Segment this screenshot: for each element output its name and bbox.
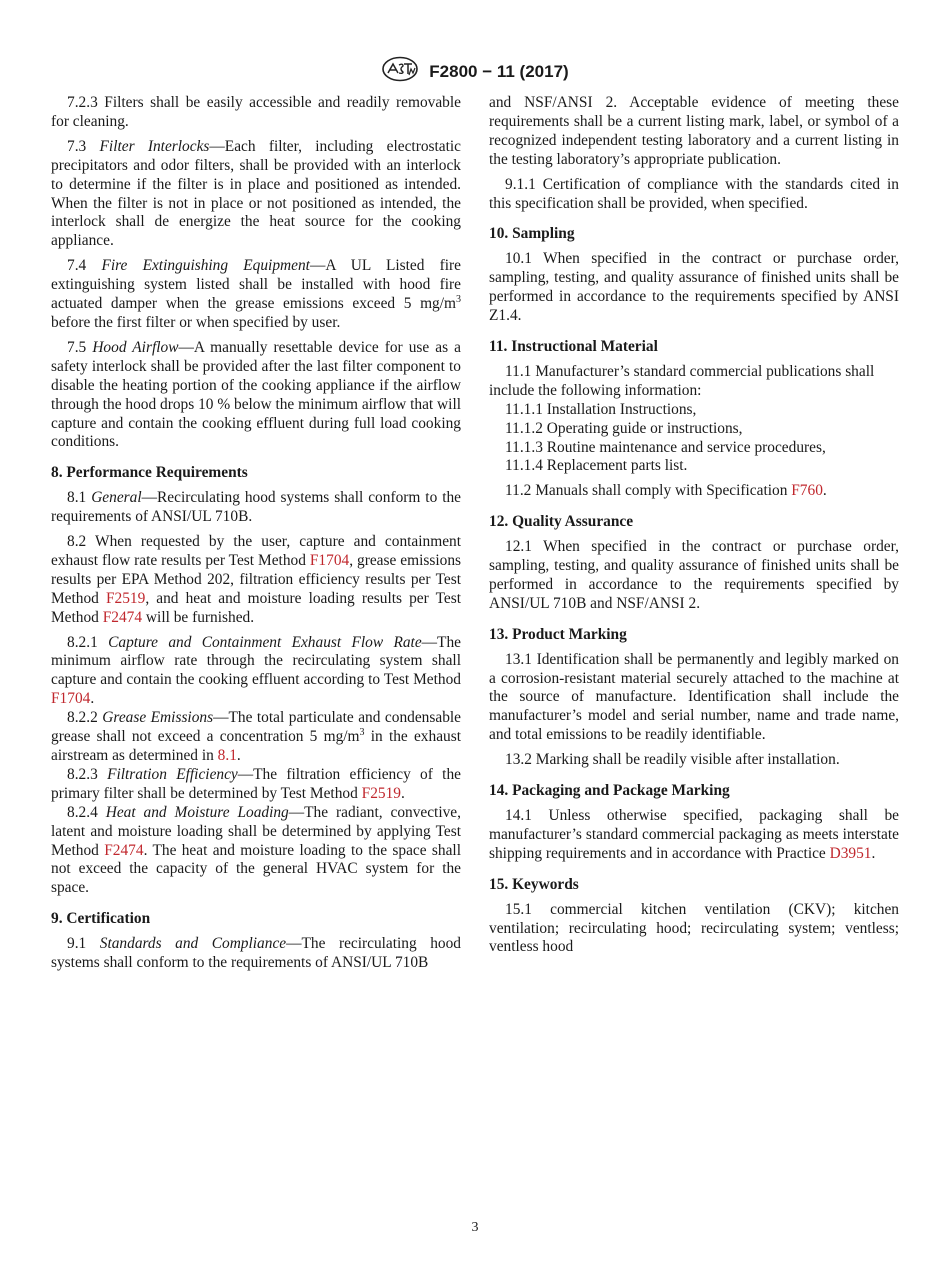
section-14-1: 14.1 Unless otherwise specified, packaging shall be manufacturer’s standard commercial packaging as meets interstate shipping requirements and in accordance with Practice D3951. bbox=[489, 807, 899, 862]
section-8-2-2: 8.2.2 Grease Emissions—The total particulate and condensable grease shall not exceed a concentration 5 $mg/m^3$ in the exhaust airstream as determined in 8.1. bbox=[51, 709, 461, 764]
ref-f2519-link[interactable]: F2519 bbox=[361, 784, 401, 802]
left-column bbox=[51, 94, 461, 979]
page-number: 3 bbox=[471, 1220, 479, 1235]
heading-10: 10. Sampling bbox=[489, 225, 575, 243]
heading-11: 11. Instructional Material bbox=[489, 337, 658, 355]
heading-13: 13. Product Marking bbox=[489, 625, 627, 643]
section-8-2: 8.2 When requested by the user, capture and containment exhaust flow rate results per Test Method F1704, grease emissions results per EPA Method 202, filtration efficiency results per Test Method F2519, and heat and moisture loading results per Test Method F2474 will be furnished. bbox=[51, 533, 462, 626]
ref-f1704-link[interactable]: F1704 bbox=[309, 551, 350, 569]
section-9-1: 9.1 Standards and Compliance—The recirculating hood systems shall conform to the requirements of ANSI/UL 710B bbox=[51, 935, 461, 972]
section-13-1: 13.1 Identification shall be permanently and legibly marked on a corrosion-resistant material securely attached to the machine at the source of manufacture. Identification shall include the manufacturer’s model and serial number, name and trade name, and total emissions to be readily identifiable. bbox=[489, 650, 899, 744]
ref-f760-link[interactable]: F760 bbox=[791, 482, 823, 500]
section-8-2-4: 8.2.4 Heat and Moisture Loading—The radiant, convective, latent and moisture loading shall be determined by applying Test Method F2474. The heat and moisture loading to the space shall not exceed the capacity of the general HVAC system for the space. bbox=[51, 803, 461, 897]
section-8-1: 8.1 General—Recirculating hood systems shall conform to the requirements of ANSI/UL 710B. bbox=[51, 489, 461, 526]
section-11-1-1: 11.1.1 Installation Instructions, bbox=[505, 400, 697, 418]
section-8-2-1: 8.2.1 Capture and Containment Exhaust Flow Rate—The minimum airflow rate through the recirculating system shall capture and contain the cooking effluent according to Test Method F1704. bbox=[51, 633, 461, 708]
astm-logo-icon bbox=[381, 56, 419, 87]
section-11-1: 11.1 Manufacturer’s standard commercial publications shall include the following information: bbox=[489, 362, 875, 399]
section-7-5: 7.5 Hood Airflow—A manually resettable device for use as a safety interlock shall be provided after the last filter component to disable the heating portion of the cooking appliance if the airflow through the hood drops 10 % below the minimum airflow that will capture and contain the cooking effluent during full load cooking conditions. bbox=[51, 338, 461, 451]
section-10-1: 10.1 When specified in the contract or purchase order, sampling, testing, and quality assurance of finished units shall be performed in accordance to the requirements specified by ANSI Z1.4. bbox=[489, 250, 899, 325]
heading-15: 15. Keywords bbox=[489, 875, 579, 893]
section-7-4: 7.4 Fire Extinguishing Equipment—A UL Listed fire extinguishing system listed shall be installed with hood fire actuated damper when the grease emissions exceed 5 $mg/m^3$ before the first filter or when specified by user. bbox=[51, 257, 461, 331]
right-column bbox=[489, 94, 899, 963]
section-9-1-continued: and NSF/ANSI 2. Acceptable evidence of meeting these requirements shall be a current listing mark, label, or symbol of a recognized independent testing laboratory and a current listing in the testing laboratory’s appropriate publication. bbox=[489, 94, 899, 168]
ref-f2519-link[interactable]: F2519 bbox=[105, 589, 146, 607]
section-7-2-3: 7.2.3 Filters shall be easily accessible and readily removable for cleaning. bbox=[51, 94, 461, 130]
ref-f2474-link[interactable]: F2474 bbox=[104, 841, 144, 859]
section-11-1-4: 11.1.4 Replacement parts list. bbox=[505, 457, 688, 475]
section-11-1-3: 11.1.3 Routine maintenance and service procedures, bbox=[505, 438, 826, 456]
section-7-3: 7.3 Filter Interlocks—Each filter, including electrostatic precipitators and odor filters, shall be provided with an interlock to determine if the filter is in place and positioned as intended. When the filter is not in place or not positioned as intended, the interlock shall de energize the heat source for the cooking appliance. bbox=[51, 137, 461, 250]
heading-14: 14. Packaging and Package Marking bbox=[489, 782, 730, 800]
section-11-1-2: 11.1.2 Operating guide or instructions, bbox=[505, 419, 743, 437]
heading-8: 8. Performance Requirements bbox=[51, 464, 248, 482]
standard-designation: F2800 − 11 (2017) bbox=[429, 61, 569, 81]
section-9-1-1: 9.1.1 Certification of compliance with the standards cited in this specification shall be provided, when specified. bbox=[489, 175, 899, 212]
heading-12: 12. Quality Assurance bbox=[489, 513, 634, 531]
section-13-2: 13.2 Marking shall be readily visible after installation. bbox=[505, 751, 840, 769]
ref-f2474-link[interactable]: F2474 bbox=[102, 608, 143, 626]
ref-f1704-link[interactable]: F1704 bbox=[51, 690, 91, 708]
ref-d3951-link[interactable]: D3951 bbox=[829, 844, 872, 862]
ref-8-1-link[interactable]: 8.1 bbox=[217, 747, 237, 764]
section-12-1: 12.1 When specified in the contract or purchase order, sampling, testing, and quality assurance of finished units shall be performed in accordance to the requirements specified by ANSI/UL 710B and NSF/ANSI 2. bbox=[489, 538, 899, 612]
page-header bbox=[0, 56, 950, 87]
section-8-2-3: 8.2.3 Filtration Efficiency—The filtration efficiency of the primary filter shall be determined by Test Method F2519. bbox=[51, 765, 461, 802]
section-15-1: 15.1 commercial kitchen ventilation (CKV); kitchen ventilation; recirculating hood; recirculating system; ventless; ventless hood bbox=[489, 900, 899, 956]
section-11-2: 11.2 Manuals shall comply with Specification F760. bbox=[505, 482, 827, 500]
heading-9: 9. Certification bbox=[51, 910, 151, 928]
